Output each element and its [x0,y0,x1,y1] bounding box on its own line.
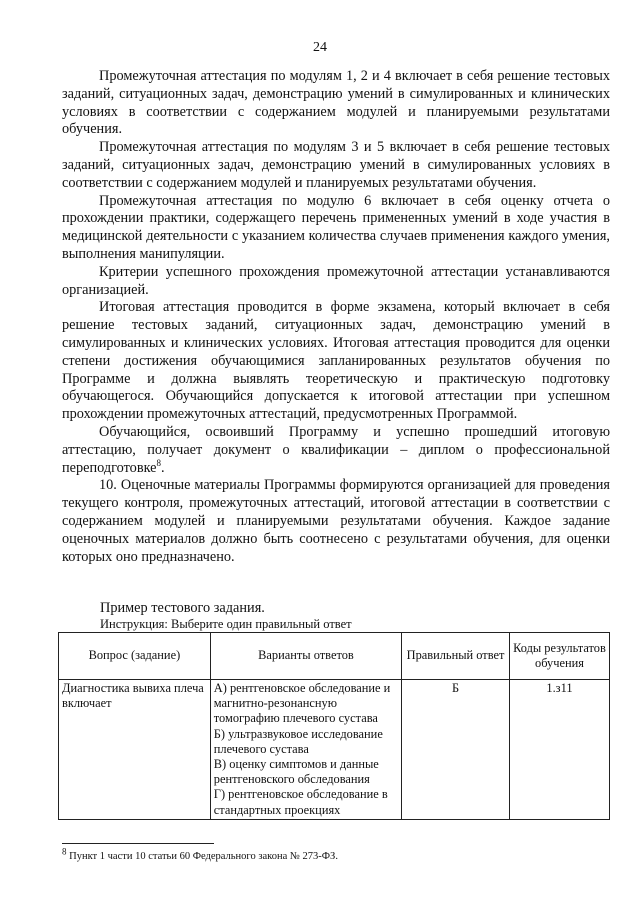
footnote-separator [62,843,214,844]
option-b: Б) ультразвуковое исследование плечевого сустава [213,726,383,756]
header-question: Вопрос (задание) [59,633,211,680]
option-a: А) рентгеновское обследование и магнитно-резонансную томографию плечевого сустава [213,681,391,726]
header-options: Варианты ответов [210,633,401,680]
footnote-reference: 8 [156,457,162,468]
body-text [62,68,610,566]
paragraph-final-attestation: Итоговая аттестация проводится в форме экзамена, который включает в себя решение тестовых заданий, ситуационных задач, демонстрацию умений в симулированных и клинических условиях. Итоговая аттестация проводится для оценки степени достижения обучающимися запланированных результатов обучения по Программе и должна выявлять теоретическую и практическую подготовку обучающегося. Обучающийся допускается к итоговой аттестации при успешном прохождении промежуточных аттестаций, предусмотренных Программой. [62,299,610,423]
paragraph-diploma: Обучающийся, освоивший Программу и успешно прошедший итоговую аттестацию, получает документ о квалификации – диплом о профессиональной переподготовке$^8$. [62,423,610,476]
paragraph-module-6: Промежуточная аттестация по модулю 6 включает в себя оценку отчета о прохождении практики, содержащего перечень примененных умений в ходе участия в медицинской деятельности с указанием количества случаев применения каждого умения, выполнения манипуляции. [62,192,610,262]
option-d: Г) рентгеновское обследование в стандартных проекциях [213,787,388,817]
header-correct-answer: Правильный ответ [402,633,510,680]
paragraph-assessment-materials: 10. Оценочные материалы Программы формируются организацией для проведения текущего контроля, промежуточных аттестаций, итоговой аттестации в соответствии с содержанием модулей и планируемыми результатами обучения. Каждое задание оценочных материалов должно быть соотнесено с результатами обучения, для оценки которых оно предназначено. [62,477,610,565]
test-task-table [58,632,610,820]
question-cell: Диагностика вывиха плеча включает [59,680,211,820]
footnote-mark: 8 [62,846,67,857]
table-header-row [59,633,610,680]
options-cell [210,680,401,820]
example-title: Пример тестового задания. [100,600,265,616]
paragraph-criteria: Критерии успешного прохождения промежуточной аттестации устанавливаются организацией. [62,263,610,298]
instruction: Инструкция: Выберите один правильный ответ [100,617,352,631]
paragraph-modules-3-5: Промежуточная аттестация по модулям 3 и 5 включает в себя решение тестовых заданий, ситуационных задач, демонстрацию умений в симулированных условиях в соответствии с содержанием модулей и планируемых результатами обучения. [62,139,610,191]
paragraph-modules-1-2-4: Промежуточная аттестация по модулям 1, 2 и 4 включает в себя решение тестовых заданий, ситуационных задач, демонстрацию умений в симулированных и клинических условиях в соответствии с содержанием модулей и планируемыми результатами обучения. [62,68,610,138]
header-result-codes: Коды результатов обучения [509,633,609,680]
page-number: 24 [313,40,327,55]
diploma-text: Обучающийся, освоивший Программу и успешно прошедший итоговую аттестацию, получает документ о квалификации – диплом о профессиональной переподготовке [62,423,610,476]
answer-cell: Б [402,680,510,820]
code-cell: 1.з11 [509,680,609,820]
option-c: В) оценку симптомов и данные рентгеновского обследования [213,757,379,787]
table-row [59,680,610,820]
footnote [62,846,338,862]
footnote-text: Пункт 1 части 10 статьи 60 Федерального закона № 273-ФЗ. [66,851,338,862]
